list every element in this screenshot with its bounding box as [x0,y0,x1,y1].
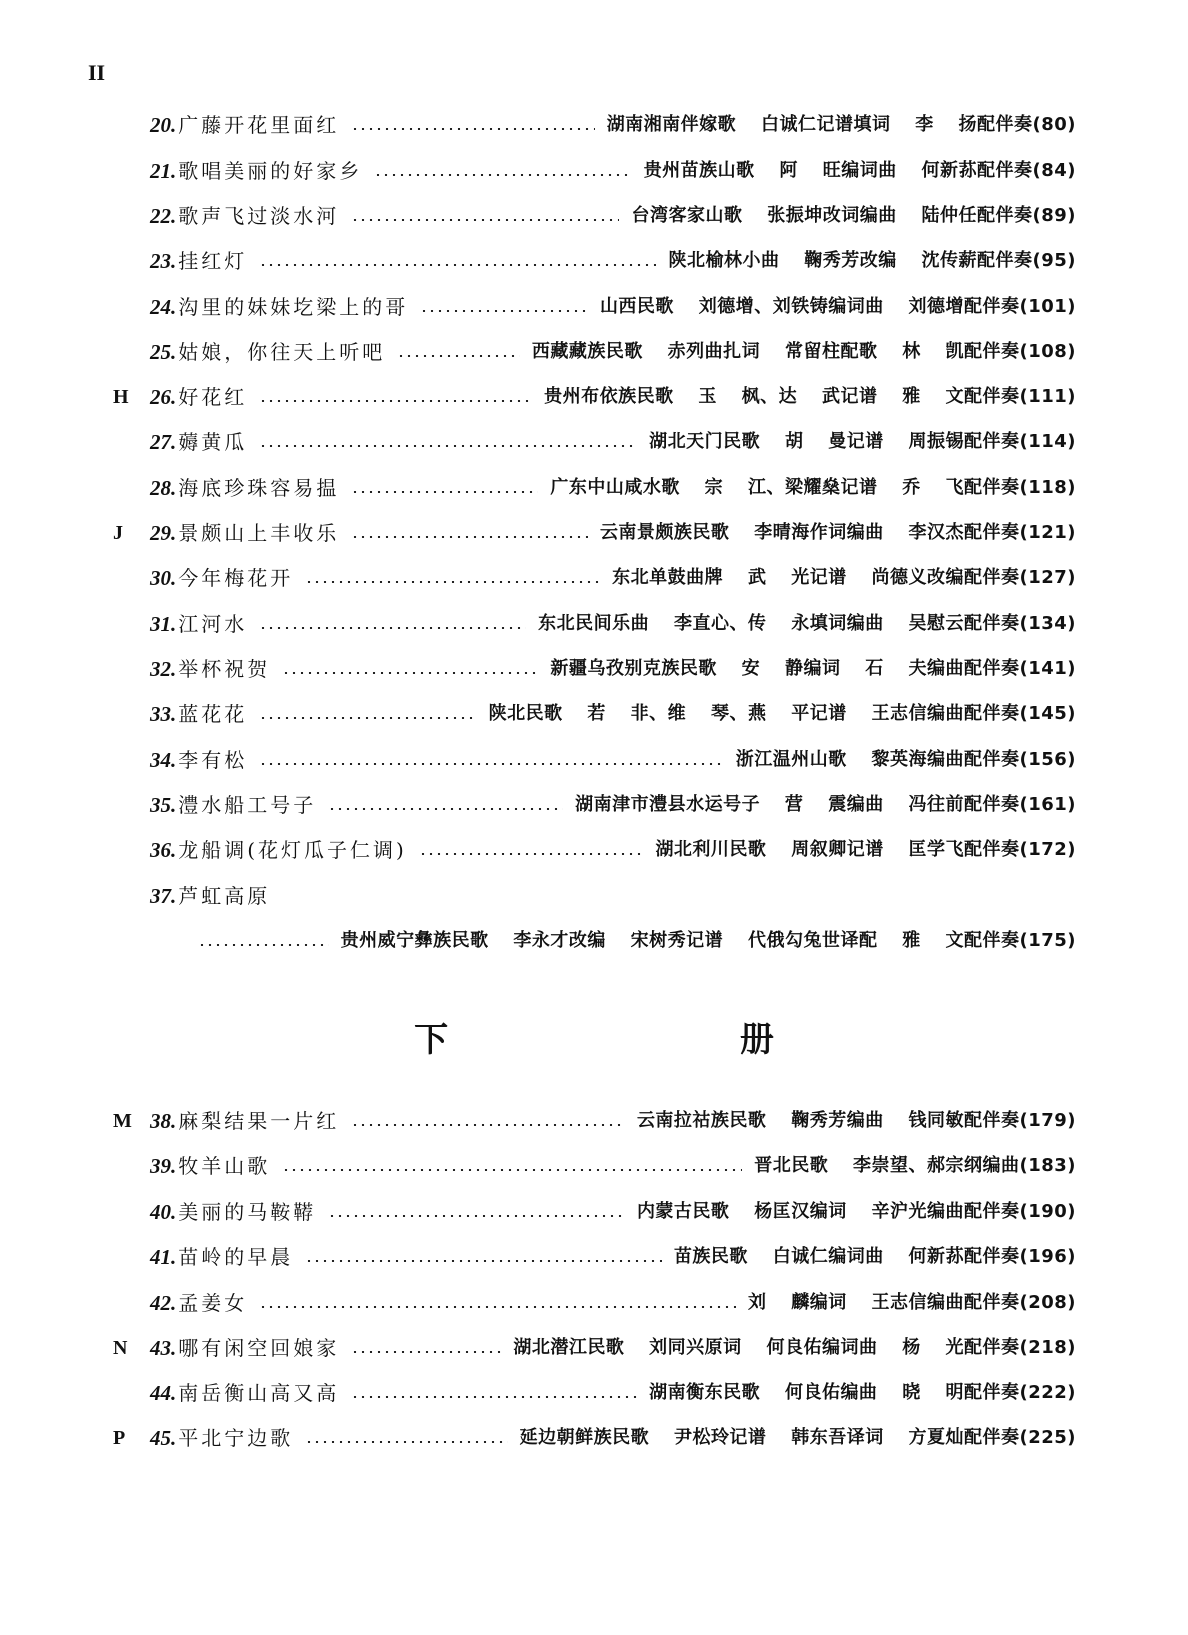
entry-number: 40. [150,1200,177,1224]
dot-leader [259,717,476,719]
entry-number: 32. [150,657,177,681]
entry-number: 28. [150,476,177,500]
toc-entry [0,468,1188,508]
dot-leader [420,310,588,312]
song-title: 歌唱美丽的好家乡 [178,159,363,183]
dot-leader [259,763,723,765]
entry-number: 43. [150,1336,177,1360]
dot-leader [351,491,538,493]
song-credits: 苗族民歌 白诚仁编词曲 何新荪配伴奏(196) [673,1246,1076,1267]
toc-entry-line [150,422,1076,462]
dot-leader [351,1124,625,1126]
toc-entry-line [150,241,1076,281]
song-credits: 广东中山咸水歌 宗 江、梁耀燊记谱 乔 飞配伴奏(118) [550,477,1076,498]
song-credits: 浙江温州山歌 黎英海编曲配伴奏(156) [735,749,1076,770]
entry-number: 35. [150,793,177,817]
entry-number: 21. [150,159,177,183]
song-title: 麻梨结果一片红 [178,1109,340,1133]
dot-leader [259,627,526,629]
song-title: 哪有闲空回娘家 [178,1336,340,1360]
toc-entry [0,830,1188,870]
song-credits: 台湾客家山歌 张振坤改词编曲 陆仲任配伴奏(89) [631,205,1076,226]
song-title: 海底珍珠容易揾 [178,476,340,500]
song-title: 蓝花花 [178,702,248,726]
song-credits: 湖北利川民歌 周叙卿记谱 匡学飞配伴奏(172) [655,839,1076,860]
toc-entry-line [150,196,1076,236]
toc-entry [0,604,1188,644]
entry-number: 42. [150,1291,177,1315]
toc-entry [0,151,1188,191]
song-credits: 湖南衡东民歌 何良佑编曲 晓 明配伴奏(222) [649,1382,1076,1403]
dot-leader [351,128,594,130]
song-credits: 西藏藏族民歌 赤列曲扎词 常留柱配歌 林 凯配伴奏(108) [531,341,1076,362]
toc-entry [0,1373,1188,1413]
entry-number: 44. [150,1381,177,1405]
toc-entry-line [150,1373,1076,1413]
dot-leader [351,1396,637,1398]
song-credits: 东北单鼓曲牌 武 光记谱 尚德义改编配伴奏(127) [612,567,1076,588]
toc-entry [0,694,1188,734]
toc-entry [0,105,1188,145]
dot-leader [397,355,520,357]
entry-number: 24. [150,295,177,319]
toc-entry [0,1328,1188,1368]
entry-number: 27. [150,430,177,454]
entry-number: 22. [150,204,177,228]
song-title: 李有松 [178,748,248,772]
song-title: 平北宁边歌 [178,1426,294,1450]
entry-number: 36. [150,838,177,862]
index-letter: M [113,1110,132,1132]
toc-entry [0,921,1188,961]
toc-entry [0,876,1188,916]
song-title: 挂红灯 [178,249,248,273]
toc-entry [0,1101,1188,1141]
toc-entry [0,196,1188,236]
dot-leader [351,1351,501,1353]
dot-leader [305,1260,662,1262]
song-title: 澧水船工号子 [178,793,317,817]
toc-entry [0,1146,1188,1186]
toc-entry [0,1418,1188,1458]
entry-number: 29. [150,521,177,545]
song-credits: 云南拉祜族民歌 鞠秀芳编曲 钱同敏配伴奏(179) [636,1110,1076,1131]
toc-entry-line [150,1283,1076,1323]
toc-entry-line [150,694,1076,734]
entry-number: 38. [150,1109,177,1133]
song-title: 广藤开花里面红 [178,113,340,137]
toc-entry [0,241,1188,281]
song-title: 好花红 [178,385,248,409]
entry-number: 37. [150,884,177,908]
toc-entry-line [150,105,1076,145]
toc-entry [0,287,1188,327]
dot-leader [419,853,644,855]
entry-number: 34. [150,748,177,772]
page-number: II [88,60,106,85]
toc-entry-line [150,876,1076,916]
index-letter: N [113,1337,128,1359]
entry-number: 26. [150,385,177,409]
toc-entry [0,422,1188,462]
song-credits: 云南景颇族民歌 李晴海作词编曲 李汉杰配伴奏(121) [599,522,1076,543]
song-credits: 新疆乌孜别克族民歌 安 静编词 石 夫编曲配伴奏(141) [550,658,1076,679]
song-title: 今年梅花开 [178,566,294,590]
toc-entry [0,1192,1188,1232]
dot-leader [198,944,329,946]
toc-entry-line [150,151,1076,191]
toc-entry-line [150,785,1076,825]
entry-number: 33. [150,702,177,726]
entry-number: 23. [150,249,177,273]
toc-entry-line [150,1237,1076,1277]
song-title: 姑娘，你往天上听吧 [178,340,386,364]
toc-entry-line [150,468,1076,508]
song-title: 龙船调(花灯瓜子仁调) [178,838,407,862]
toc-entry-line [150,604,1076,644]
toc-entry-line [150,830,1076,870]
song-credits: 湖北天门民歌 胡 曼记谱 周振锡配伴奏(114) [649,431,1076,452]
toc-entry [0,558,1188,598]
toc-entry [0,740,1188,780]
toc-entry-line [150,1328,1076,1368]
song-title: 沟里的妹妹圪梁上的哥 [178,295,409,319]
entry-number: 39. [150,1154,177,1178]
toc-entry [0,513,1188,553]
song-credits: 刘 麟编词 王志信编曲配伴奏(208) [747,1292,1076,1313]
song-credits: 贵州威宁彝族民歌 李永才改编 宋树秀记谱 代俄勾兔世译配 雅 文配伴奏(175) [340,930,1076,951]
dot-leader [259,1306,736,1308]
dot-leader [259,400,532,402]
song-title: 南岳衡山高又高 [178,1381,340,1405]
dot-leader [351,536,588,538]
song-credits: 湖南湘南伴嫁歌 白诚仁记谱填词 李 扬配伴奏(80) [606,114,1076,135]
toc-entry-line [150,558,1076,598]
dot-leader [328,808,563,810]
index-letter: P [113,1427,126,1449]
section-title: 下 册 [414,1020,914,1060]
dot-leader [305,1441,507,1443]
song-credits: 山西民歌 刘德增、刘铁铸编词曲 刘德增配伴奏(101) [599,296,1076,317]
toc-entry-line [150,1418,1076,1458]
song-credits: 内蒙古民歌 杨匡汉编词 辛沪光编曲配伴奏(190) [636,1201,1076,1222]
entry-number: 31. [150,612,177,636]
toc-entry [0,332,1188,372]
dot-leader [282,672,538,674]
song-title: 歌声飞过淡水河 [178,204,340,228]
toc-entry [0,377,1188,417]
song-credits: 湖南津市澧县水运号子 营 震编曲 冯往前配伴奏(161) [575,794,1076,815]
index-letter: J [113,522,123,544]
song-title: 举杯祝贺 [178,657,271,681]
dot-leader [259,445,637,447]
toc-entry-line [150,287,1076,327]
entry-number: 20. [150,113,177,137]
index-letter: H [113,386,129,408]
toc-entry-line [150,1146,1076,1186]
toc-entry [0,1237,1188,1277]
dot-leader [351,219,619,221]
toc-entry-line [150,649,1076,689]
song-credits: 陕北榆林小曲 鞠秀芳改编 沈传薪配伴奏(95) [668,250,1076,271]
entry-number: 25. [150,340,177,364]
song-title: 芦虹高原 [178,884,271,908]
toc-entry-line [150,513,1076,553]
song-credits: 延边朝鲜族民歌 尹松玲记谱 韩东吾译词 方夏灿配伴奏(225) [519,1427,1076,1448]
song-title: 江河水 [178,612,248,636]
song-title: 薅黄瓜 [178,430,248,454]
toc-entry [0,785,1188,825]
toc-entry-line [150,1192,1076,1232]
song-credits: 陕北民歌 若 非、维 琴、燕 平记谱 王志信编曲配伴奏(145) [488,703,1076,724]
song-title: 苗岭的早晨 [178,1245,294,1269]
song-title: 美丽的马鞍鞯 [178,1200,317,1224]
toc-entry-line [150,740,1076,780]
dot-leader [328,1215,625,1217]
song-title: 景颇山上丰收乐 [178,521,340,545]
dot-leader [374,174,631,176]
song-credits: 贵州苗族山歌 阿 旺编词曲 何新荪配伴奏(84) [643,160,1076,181]
dot-leader [282,1169,742,1171]
entry-number: 41. [150,1245,177,1269]
song-title: 孟姜女 [178,1291,248,1315]
dot-leader [305,581,600,583]
toc-entry [0,1283,1188,1323]
song-credits: 贵州布依族民歌 玉 枫、达 武记谱 雅 文配伴奏(111) [544,386,1076,407]
song-credits: 东北民间乐曲 李直心、传 永填词编曲 吴慰云配伴奏(134) [538,613,1076,634]
song-title: 牧羊山歌 [178,1154,271,1178]
toc-entry-line [150,377,1076,417]
dot-leader [259,264,656,266]
song-credits: 湖北潜江民歌 刘同兴原词 何良佑编词曲 杨 光配伴奏(218) [513,1337,1076,1358]
toc-entry-line [194,921,1076,961]
toc-entry [0,649,1188,689]
toc-entry-line [150,332,1076,372]
entry-number: 30. [150,566,177,590]
song-credits: 晋北民歌 李崇望、郝宗纲编曲(183) [754,1155,1076,1176]
toc-entry-line [150,1101,1076,1141]
entry-number: 45. [150,1426,177,1450]
